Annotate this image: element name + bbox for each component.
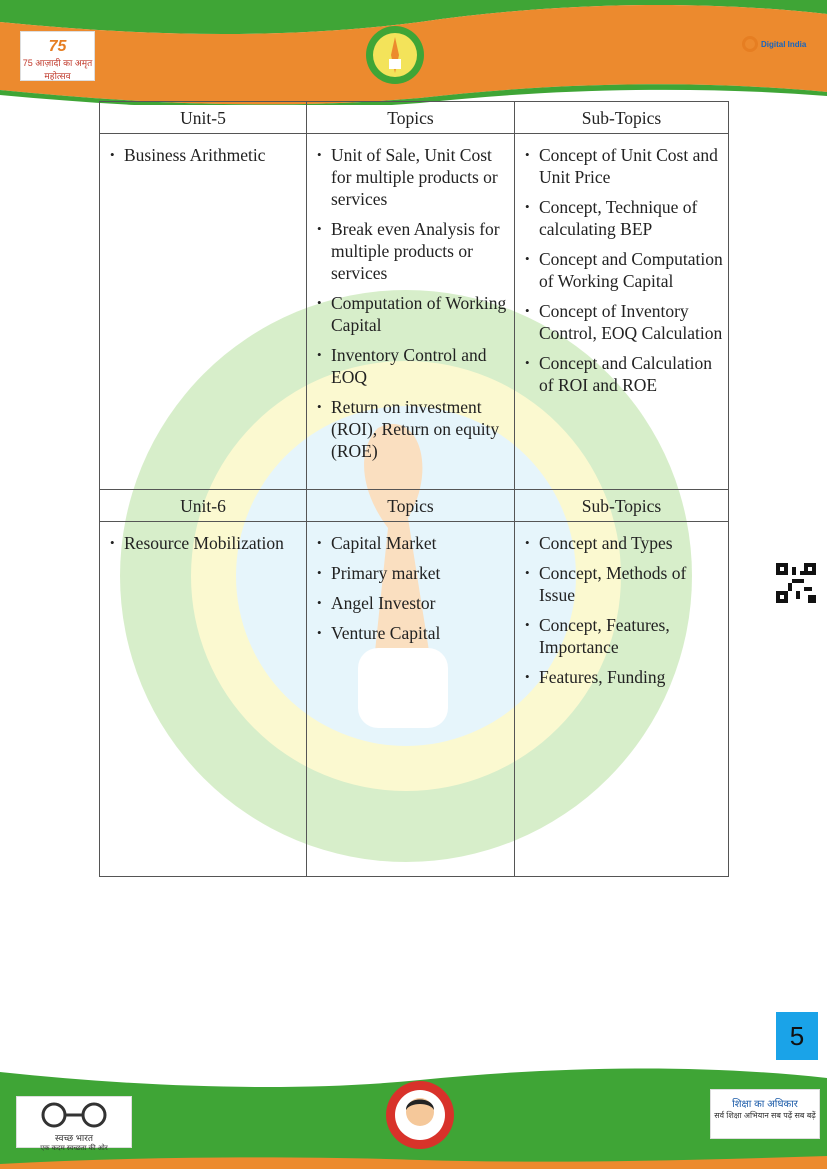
- subtopic-item: • Concept of Inventory Control, EOQ Calculation: [525, 300, 726, 344]
- topic-item: • Break even Analysis for multiple products or services: [317, 218, 512, 284]
- topic-item: • Unit of Sale, Unit Cost for multiple products or services: [317, 144, 512, 210]
- topic-item: • Venture Capital: [317, 622, 512, 644]
- shiksha-text: शिक्षा का अधिकार: [732, 1099, 798, 1110]
- subtopic-item: • Concept and Computation of Working Capital: [525, 248, 726, 292]
- unit-6-header-row: [100, 490, 729, 522]
- azadi-logo-text: 75 आज़ादी का अमृत महोत्सव: [22, 58, 93, 81]
- swachh-bharat-logo: [16, 1096, 132, 1152]
- syllabus-table: [99, 101, 729, 877]
- board-emblem-icon: [365, 25, 425, 85]
- topic-item: • Angel Investor: [317, 592, 512, 614]
- topics-header: Topics: [307, 102, 515, 134]
- swachh-subtext: एक कदम स्वच्छता की ओर: [40, 1145, 108, 1152]
- unit-item: • Resource Mobilization: [110, 532, 304, 554]
- swachh-text: स्वच्छ भारत: [54, 1133, 94, 1143]
- unit-item: • Business Arithmetic: [110, 144, 304, 166]
- subtopic-item: • Features, Funding: [525, 666, 726, 688]
- qr-code-icon[interactable]: [776, 563, 816, 603]
- topics-header: Topics: [307, 490, 515, 522]
- subtopic-item: • Concept and Calculation of ROI and ROE: [525, 352, 726, 396]
- unit-6-body-row: [100, 522, 729, 877]
- subtopic-item: • Concept, Methods of Issue: [525, 562, 726, 606]
- subtopic-item: • Concept of Unit Cost and Unit Price: [525, 144, 726, 188]
- unit-5-body-row: [100, 134, 729, 490]
- page-number: 5: [776, 1012, 818, 1060]
- glasses-icon: [24, 1101, 124, 1129]
- subtopic-item: • Concept, Features, Importance: [525, 614, 726, 658]
- topic-item: • Inventory Control and EOQ: [317, 344, 512, 388]
- shiksha-subtext: सर्व शिक्षा अभियान सब पढ़ें सब बढ़ें: [714, 1111, 816, 1120]
- topic-item: • Computation of Working Capital: [317, 292, 512, 336]
- beti-bachao-logo-icon: [385, 1080, 455, 1150]
- unit-label: Unit-5: [100, 102, 307, 134]
- azadi-ka-amrit-mahotsav-logo: 75 75 आज़ादी का अमृत महोत्सव: [20, 31, 95, 81]
- digital-india-logo: Digital India: [742, 36, 812, 66]
- subtopic-item: • Concept and Types: [525, 532, 726, 554]
- subtopic-item: • Concept, Technique of calculating BEP: [525, 196, 726, 240]
- topic-item: • Return on investment (ROI), Return on equity (ROE): [317, 396, 512, 462]
- topic-item: • Capital Market: [317, 532, 512, 554]
- digital-india-icon: [742, 36, 758, 52]
- subtopics-header: Sub-Topics: [515, 102, 729, 134]
- unit-5-header-row: [100, 102, 729, 134]
- shiksha-ka-adhikar-logo: [710, 1089, 820, 1139]
- topic-item: • Primary market: [317, 562, 512, 584]
- subtopics-header: Sub-Topics: [515, 490, 729, 522]
- unit-label: Unit-6: [100, 490, 307, 522]
